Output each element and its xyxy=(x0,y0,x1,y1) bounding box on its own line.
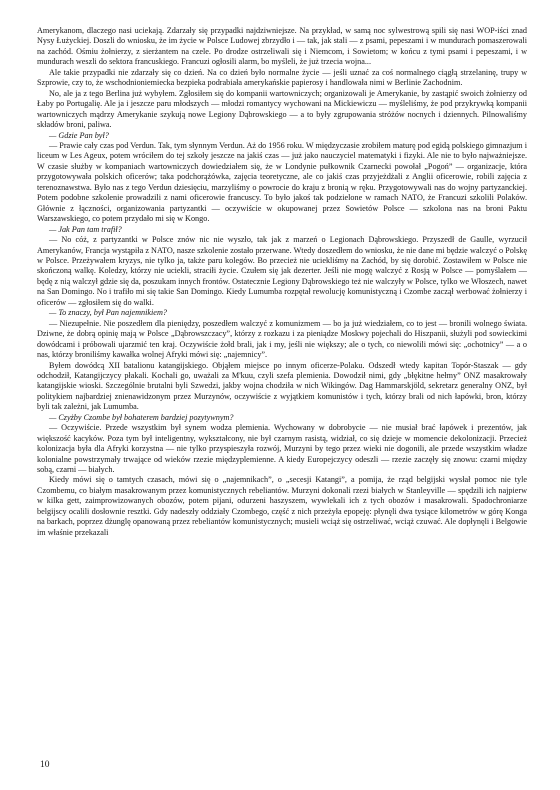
paragraph: Amerykanom, dlaczego nasi uciekają. Zdarzały się przypadki najdziwniejsze. Na przykład, w samą noc sylwestrową spili się nasi WOP-iści znad Nysy Łużyckiej. Doszli do wniosku, że im życie w Polsce Ludowej zbrzydło i — tak, jak stali — z psami, pepeszami i w mundurach pomaszerowali na zachód. Ośmiu żołnierzy, z sierżantem na czele. Po drodze ostrzeliwali się i Niemcom, i Sowietom; w końcu z tymi psami i pepeszami, i w mundurach weszli do sektora francuskiego. Francuzi ogłosili alarm, bo myśleli, że już trzecia wojna... xyxy=(37,26,527,67)
interview-question: — Gdzie Pan był? xyxy=(49,130,109,140)
paragraph: Byłem dowódcą XII batalionu katangijskiego. Objąłem miejsce po innym oficerze-Polaku. Odszedł wtedy kapitan Topór-Staszak — gdy odchodził, Katangijczycy płakali. Kochali go, uważali za M'kuu, czyli szefa plemienia. Dowodził nimi, gdy „błękitne hełmy” ONZ masakrowały katangijskie wioski. Szczególnie brutalni byli Szwedzi, jakby wojna chodziła w nich Wikingów. Dag Hammarskjöld, sekretarz generalny ONZ, był politykiem najbardziej znienawidzonym przez Murzynów, oczywiście z wyjątkiem komunistów i tych, którzy brali od nich łapówki, bron, którzy byli tak zależni, jak Lumumba. xyxy=(37,360,527,412)
paragraph: — Prawie cały czas pod Verdun. Tak, tym słynnym Verdun. Aż do 1956 roku. W międzyczasie zrobiłem maturę pod egidą polskiego gimnazjum i liceum w Les Ageux, potem wróciłem do tej szkoły jeszcze na jakiś czas — już jako nauczyciel matematyki i fizyki. Ale nie to było najważniejsze. W czasie służby w kompaniach wartowniczych dowiedziałem się, że w Londynie pułkownik Czarnecki powołał „Pogoń” — organizacje, która przygotowywała polskich oficerów; taka podchorążówka, zajęcia teoretyczne, ale co jakiś czas przyjeżdżali z Anglii oficerowie, robili zajęcia z terenoznawstwa. Było nas z tego Verdun dziesięciu, marzyliśmy o powrocie do kraju z bronią w ręku. Przygotowywali nas do wojny partyzanckiej. Potem podobne szkolenie prowadzili z nami oficerowie francuscy. To było jakoś tak podzielone w ramach NATO, że Francuzi szkolili Polaków. Głównie z łączności, organizowania partyzantki — oczywiście w okupowanej przez Sowietów Polsce — szkolona nas na broni Paktu Warszawskiego, co potem przydało mi się w Kongo. xyxy=(37,140,527,224)
paragraph: — Niezupełnie. Nie poszedłem dla pieniędzy, poszedłem walczyć z komunizmem — bo ja już wiedziałem, co to jest — bronili wolnego świata. Dziwne, że dobrą opinię mają w Polsce „Dąbrowszczacy”, którzy z rozkazu i za pieniądze Moskwy pojechali do Hiszpanii, służyli pod sowieckimi dowódcami i próbowali ujarzmić ten kraj. Oczywiście żołd brali, jak i my, jeśli nie większy; ale o tych, co niewolili mówi się: „ochotnicy” — a o nas, którzy broniliśmy kawałka wolnej Afryki mówi się: „najemnicy”. xyxy=(37,318,527,360)
interview-question: — To znaczy, był Pan najemnikiem? xyxy=(49,308,167,318)
page-number: 10 xyxy=(40,760,50,770)
paragraph: — No cóż, z partyzantki w Polsce znów nic nie wyszło, tak jak z marzeń o Legionach Dąbrowskiego. Przyszedł de Gaulle, wyrzucił Amerykanów, Francja wystąpiła z NATO, nasze szkolenie zostało przerwane. Wtedy doszedłem do wniosku, że nie dane mi będzie walczyć o Polskę w Polsce. Przeżywałem kryzys, nie tylko ja, także paru kolegów. Bo przecież nie uciekliśmy na Zachód, by się dorobić. Zostawiłem w Polsce nie skończoną walkę. Koledzy, którzy nie uciekli, straciłi życie. Czułem się jak dezerter. Jeśli nie mogę walczyć z Rosją w Polsce — pomyślałem — będę z nią walczył gdzie się da, poszukam innych frontów. Ostatecznie Legiony Dąbrowskiego też nie walczyły w Polsce, tylko we Włoszech, nawet na San Domingo. No i trafiło mi się takie San Domingo. Kiedy Lumumba rozpętał rewolucję komunistyczną i Czombe zaczął werbować żołnierzy i oficerów — zgłosiłem się do walki. xyxy=(37,235,527,307)
interview-question: — Jak Pan tam trafił? xyxy=(49,224,122,234)
interview-question: — Czyżby Czombe był bohaterem bardziej pozytywnym? xyxy=(49,412,234,422)
paragraph: — Oczywiście. Przede wszystkim był synem wodza plemienia. Wychowany w dobrobycie — nie musiał brać łapówek i prezentów, jak większość kacyków. Poza tym był inteligentny, wykształcony, nie był czarnym rasistą, widział, co się dzieje w momencie dekolonizacji. Przecież kolonizacja była dla Afryki korzystna — nie tylko przyspieszyła rozwój, Murzyni by tego przez wieki nie dogonili, ale przede wszystkim władze kolonialne powstrzymały trwające od wieków rzezie międzyplemienne. A kiedy Europejczycy odeszli — rzezie zaczęły się znowu: czarni między sobą, czarni — białych. xyxy=(37,423,527,475)
body-text xyxy=(37,26,527,538)
paragraph: Ale takie przypadki nie zdarzały się co dzień. Na co dzień było normalne życie — jeśli uznać za coś normalnego ciągłą strzelaninę, trupy w Szprowie, czy to, że wschodnioniemiecka bezpieka podrabiała amerykańskie papierosy i handlowała nimi w Berlinie Zachodnim. xyxy=(37,67,527,88)
paragraph: Kiedy mówi się o tamtych czasach, mówi się o „najemnikach”, o „secesji Katangi”, a pomija, że rząd belgijski wysłał pomoc nie tyle Czombemu, co białym masakrowanym przez komunistycznych rebeliantów. Murzyni dokonali rzezi białych w Stanleyville — spędzili ich najpierw w kilka gett, zaimprowizowanych obozów, potem pijani, odurzeni haszyszem, wywlekali ich z tych obozów i masakrowali. Spadochroniarze belgijscy ocalili dosłownie resztki. Gdy nadeszły oddziały Czombego, część z nich przeżyła epopeję: płynęli dwa tysiące kilometrów w górę Konga na barkach, poprzez dżunglę opanowaną przez rebeliantów komunistycznych; musieli wciąż się ostrzeliwać, wciąż czuwać. Ale dopłynęli i Belgowie im właśnie przekazali xyxy=(37,475,527,537)
paragraph: No, ale ja z tego Berlina już wybyłem. Zgłosiłem się do kompanii wartowniczych; organizowali je Amerykanie, by zastąpić swoich żołnierzy od Łaby po Portugalię. Ale ja i jeszcze paru młodszych — młodzi romantycy wychowani na Mickiewiczu — myśleliśmy, że pod przykrywką kompanii wartowniczych mądrzy Amerykanie szykują nowe Legiony Dąbrowskiego — a to były zgrupowania stróżów nocnych i dziennych. Pilnowaliśmy składów broni, paliwa. xyxy=(37,88,527,130)
